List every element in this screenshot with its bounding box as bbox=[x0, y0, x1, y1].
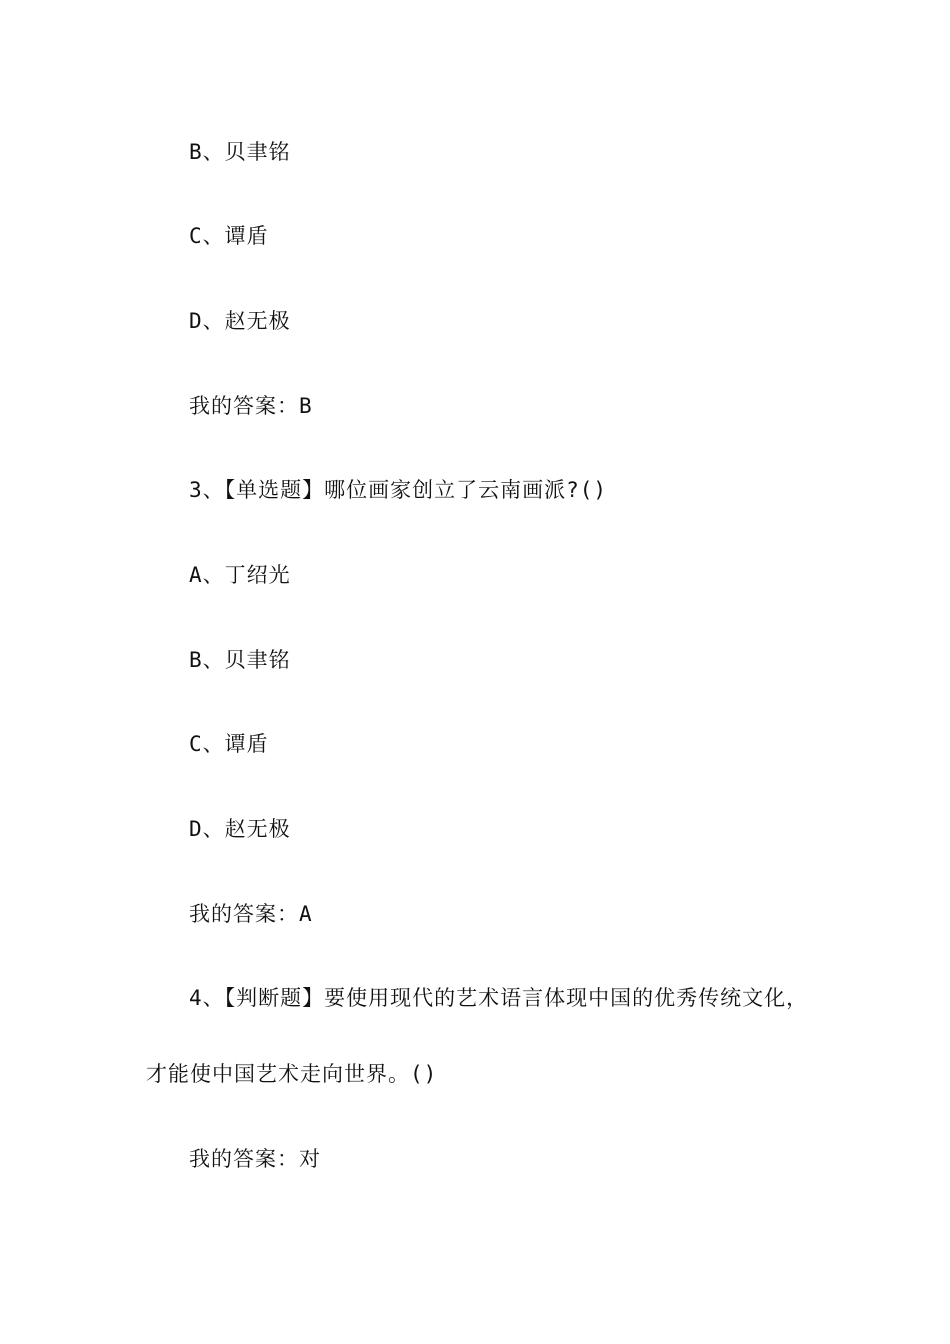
question-4-line-1: 4、【判断题】要使用现代的艺术语言体现中国的优秀传统文化， bbox=[189, 986, 809, 1010]
option-c-q3: C、谭盾 bbox=[189, 732, 269, 756]
question-3: 3、【单选题】哪位画家创立了云南画派?() bbox=[189, 478, 608, 502]
option-d-q2: D、赵无极 bbox=[189, 309, 291, 333]
option-b-q2: B、贝聿铭 bbox=[189, 140, 291, 164]
option-b-q3: B、贝聿铭 bbox=[189, 648, 291, 672]
answer-q3: 我的答案：A bbox=[189, 902, 313, 926]
answer-q4: 我的答案：对 bbox=[189, 1147, 321, 1171]
option-c-q2: C、谭盾 bbox=[189, 224, 269, 248]
option-d-q3: D、赵无极 bbox=[189, 817, 291, 841]
question-4-line-2: 才能使中国艺术走向世界。() bbox=[146, 1062, 438, 1086]
answer-q2: 我的答案：B bbox=[189, 394, 313, 418]
option-a-q3: A、丁绍光 bbox=[189, 563, 291, 587]
